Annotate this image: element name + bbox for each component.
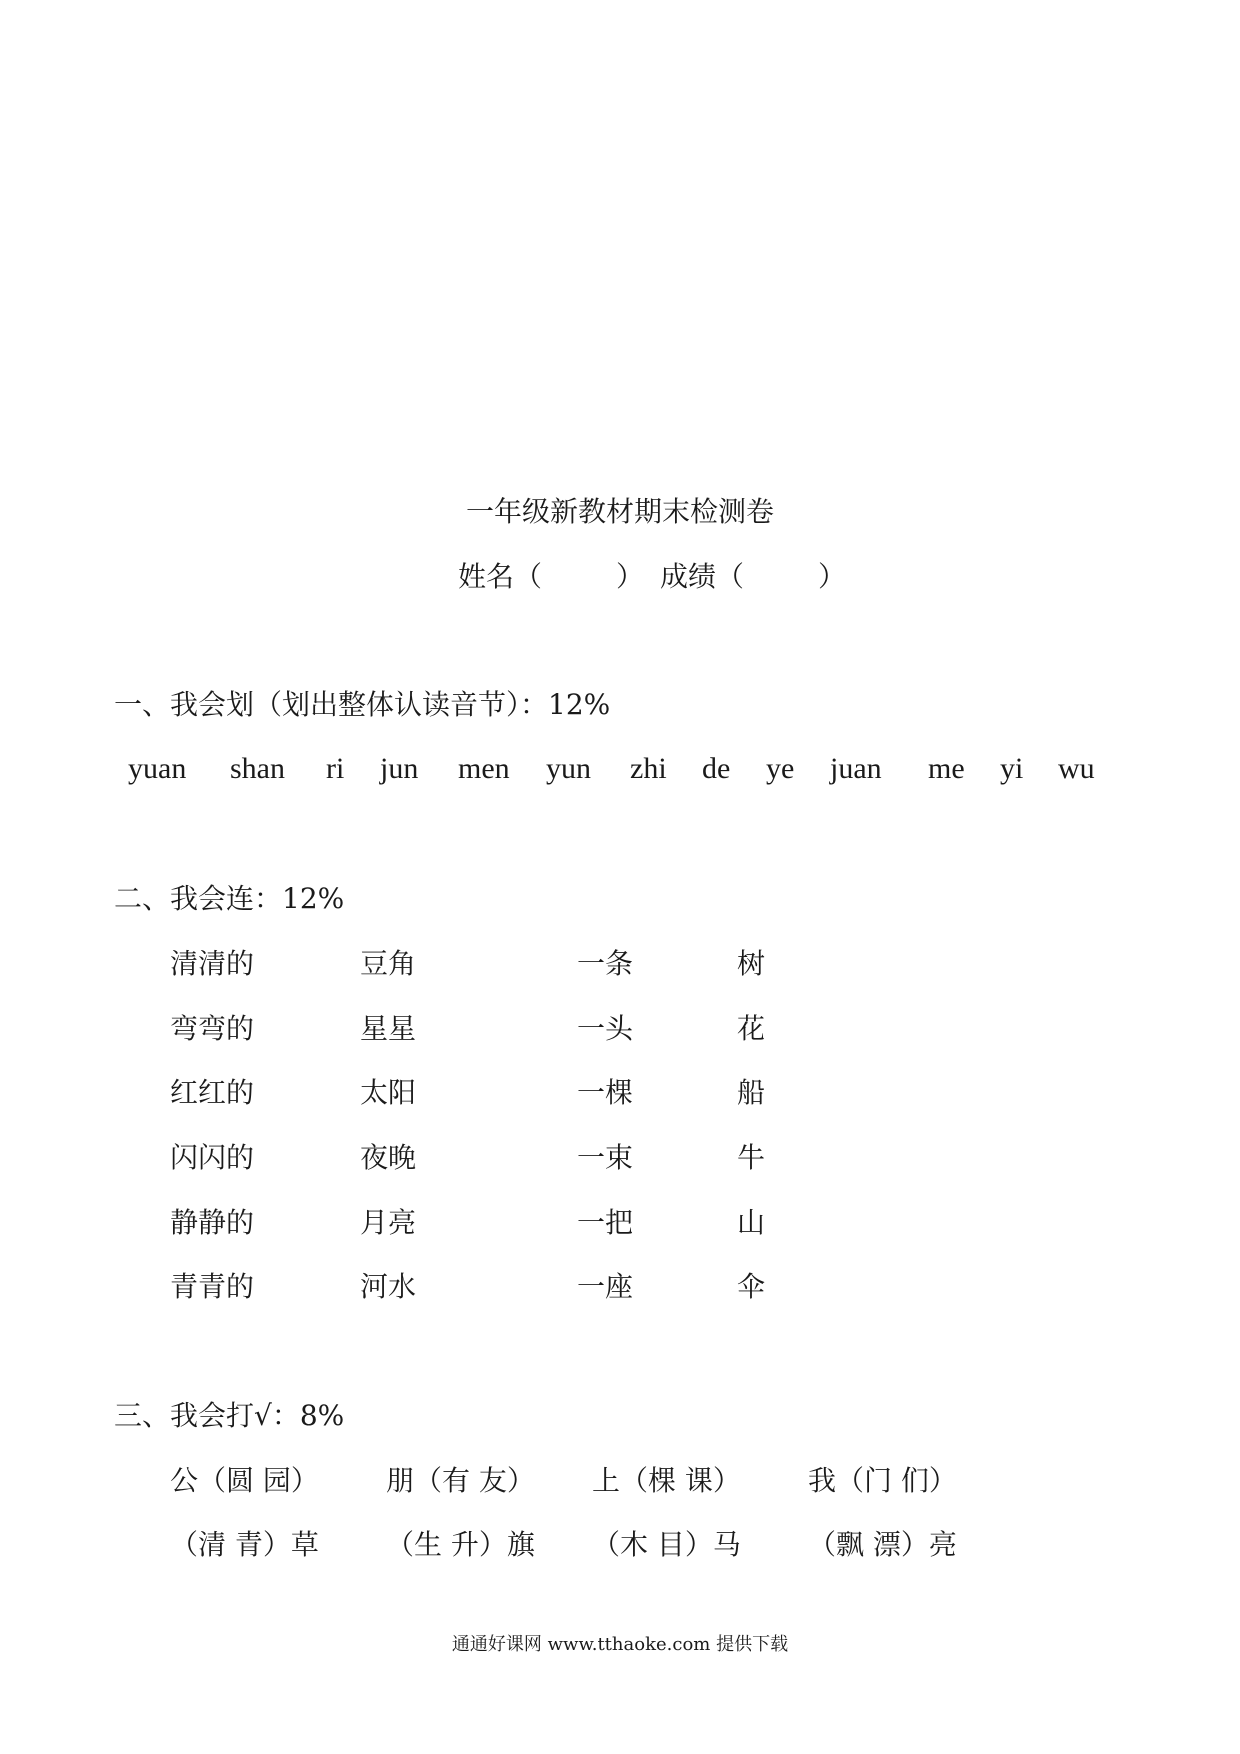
match-noun[interactable]: 豆角: [360, 947, 417, 980]
syllable[interactable]: yun: [546, 752, 591, 785]
match-noun[interactable]: 夜晚: [360, 1141, 417, 1174]
choice-item[interactable]: 上（棵 课）: [592, 1464, 741, 1497]
syllable[interactable]: juan: [830, 752, 882, 785]
syllable[interactable]: yi: [1000, 752, 1024, 785]
choice-item[interactable]: 公（圆 园）: [170, 1464, 319, 1497]
syllable[interactable]: men: [458, 752, 510, 785]
choice-item[interactable]: 朋（有 友）: [386, 1464, 535, 1497]
match-noun[interactable]: 月亮: [360, 1206, 417, 1239]
match-adjective[interactable]: 闪闪的: [170, 1141, 255, 1174]
match-adjective[interactable]: 青青的: [170, 1270, 255, 1303]
syllable[interactable]: me: [928, 752, 965, 785]
syllable[interactable]: shan: [230, 752, 285, 785]
match-measure[interactable]: 一束: [577, 1141, 634, 1174]
match-noun[interactable]: 太阳: [360, 1076, 417, 1109]
match-object[interactable]: 伞: [737, 1270, 766, 1303]
match-object[interactable]: 树: [737, 947, 766, 980]
choice-item[interactable]: （生 升）旗: [386, 1528, 535, 1561]
choice-item[interactable]: （飘 漂）亮: [808, 1528, 957, 1561]
section3-heading: 三、我会打√：8%: [114, 1399, 345, 1432]
footer-credit: 通通好课网 www.tthaoke.com 提供下载: [451, 1634, 789, 1655]
syllable[interactable]: zhi: [630, 752, 667, 785]
score-label: 成绩（: [660, 560, 745, 593]
match-object[interactable]: 山: [737, 1206, 766, 1239]
match-measure[interactable]: 一棵: [577, 1076, 634, 1109]
match-noun[interactable]: 星星: [360, 1012, 417, 1045]
name-label: 姓名（: [458, 560, 543, 593]
match-object[interactable]: 花: [737, 1012, 766, 1045]
syllable[interactable]: jun: [380, 752, 419, 785]
choice-item[interactable]: 我（门 们）: [808, 1464, 957, 1497]
syllable[interactable]: de: [702, 752, 731, 785]
syllable[interactable]: wu: [1058, 752, 1095, 785]
page-title: 一年级新教材期末检测卷: [465, 495, 774, 528]
match-object[interactable]: 牛: [737, 1141, 766, 1174]
syllable[interactable]: yuan: [128, 752, 187, 785]
match-measure[interactable]: 一条: [577, 947, 634, 980]
section1-heading: 一、我会划（划出整体认读音节）：12%: [114, 688, 611, 721]
match-measure[interactable]: 一头: [577, 1012, 634, 1045]
match-adjective[interactable]: 红红的: [170, 1076, 255, 1109]
pinyin-row: [114, 752, 1134, 792]
match-adjective[interactable]: 静静的: [170, 1206, 255, 1239]
match-measure[interactable]: 一把: [577, 1206, 634, 1239]
choice-item[interactable]: （清 青）草: [170, 1528, 319, 1561]
match-measure[interactable]: 一座: [577, 1270, 634, 1303]
match-noun[interactable]: 河水: [360, 1270, 417, 1303]
match-object[interactable]: 船: [737, 1076, 766, 1109]
syllable[interactable]: ye: [766, 752, 795, 785]
syllable[interactable]: ri: [326, 752, 345, 785]
choice-item[interactable]: （木 目）马: [592, 1528, 741, 1561]
name-close: ）: [616, 560, 645, 593]
section2-heading: 二、我会连：12%: [114, 882, 345, 915]
match-adjective[interactable]: 清清的: [170, 947, 255, 980]
score-close: ）: [818, 560, 847, 593]
match-adjective[interactable]: 弯弯的: [170, 1012, 255, 1045]
